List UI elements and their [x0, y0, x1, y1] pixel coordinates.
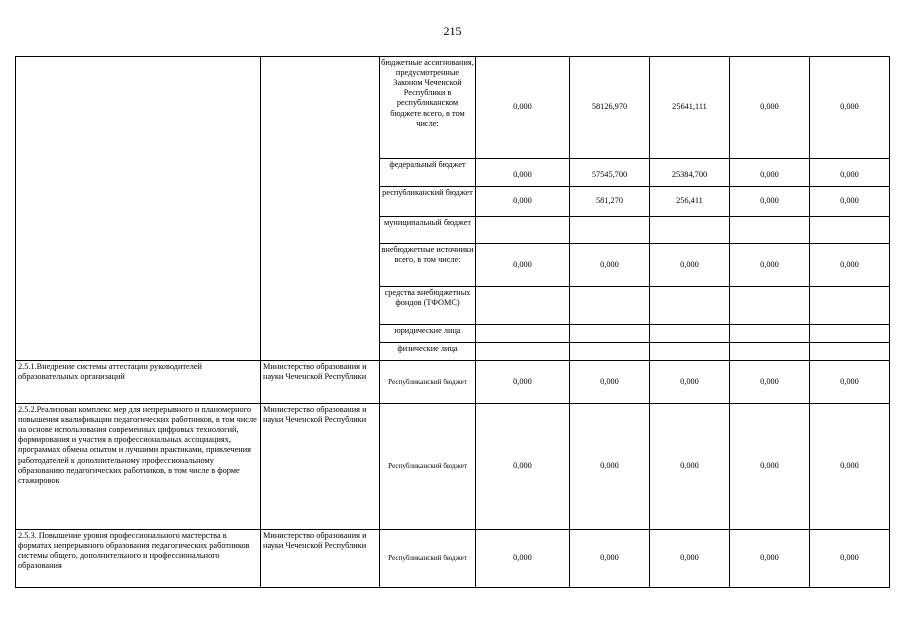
activity-name: 2.5.2.Реализован комплекс мер для непрерывного и планомерного повышения квалификации педагогических работников, в том числе на основе использования современных цифровых технологий, формирования и участия в профессиональных ассоциациях, программах обмена опытом и лучшими практиками, привлечения работодателей к дополнительному профессиональному образованию педагогических работников, в том числе в форме стажировок [16, 404, 261, 530]
value-cell [476, 287, 570, 325]
value-cell: 0,000 [730, 530, 810, 588]
activity-name: 2.5.3. Повышение уровня профессионального мастерства в форматах непрерывного образования педагогических работников системы общего, дополнительного и профессионального образования [16, 530, 261, 588]
funding-source: Республиканский бюджет [380, 404, 476, 530]
funding-category: юридические лица [380, 325, 476, 343]
value-cell: 0,000 [650, 361, 730, 404]
value-cell [650, 217, 730, 244]
executor-cell-empty [261, 57, 380, 361]
value-cell [570, 287, 650, 325]
value-cell [810, 287, 890, 325]
value-cell [730, 343, 810, 361]
value-cell: 0,000 [476, 530, 570, 588]
value-cell [476, 325, 570, 343]
value-cell: 0,000 [810, 244, 890, 287]
value-cell: 256,411 [650, 187, 730, 217]
value-cell [570, 217, 650, 244]
value-cell [570, 343, 650, 361]
funding-category: республиканский бюджет [380, 187, 476, 217]
activity-cell-empty [16, 57, 261, 361]
value-cell: 57545,700 [570, 159, 650, 187]
table-row [16, 57, 890, 159]
table-row [16, 404, 890, 530]
value-cell: 0,000 [810, 57, 890, 159]
value-cell: 0,000 [650, 244, 730, 287]
value-cell [476, 343, 570, 361]
value-cell: 0,000 [810, 361, 890, 404]
value-cell: 0,000 [476, 404, 570, 530]
value-cell [810, 217, 890, 244]
value-cell [476, 217, 570, 244]
value-cell [730, 325, 810, 343]
value-cell: 0,000 [730, 404, 810, 530]
table-row [16, 361, 890, 404]
funding-source: Республиканский бюджет [380, 361, 476, 404]
activity-executor: Министерство образования и науки Чеченской Республики [261, 361, 380, 404]
value-cell: 0,000 [810, 187, 890, 217]
value-cell: 0,000 [570, 361, 650, 404]
value-cell: 25384,700 [650, 159, 730, 187]
value-cell: 0,000 [730, 361, 810, 404]
value-cell [810, 343, 890, 361]
table-row [16, 530, 890, 588]
funding-source: Республиканский бюджет [380, 530, 476, 588]
activity-executor: Министерство образования и науки Чеченской Республики [261, 530, 380, 588]
value-cell: 0,000 [810, 159, 890, 187]
funding-category: бюджетные ассигнования, предусмотренные Законом Чеченской Республики в республиканском бюджете всего, в том числе: [380, 57, 476, 159]
value-cell: 0,000 [476, 187, 570, 217]
value-cell: 0,000 [810, 404, 890, 530]
value-cell: 0,000 [650, 404, 730, 530]
value-cell [650, 325, 730, 343]
value-cell [650, 343, 730, 361]
value-cell: 0,000 [476, 244, 570, 287]
value-cell [810, 325, 890, 343]
value-cell: 0,000 [476, 361, 570, 404]
value-cell: 581,270 [570, 187, 650, 217]
activity-name: 2.5.1.Внедрение системы аттестации руководителей образовательных организаций [16, 361, 261, 404]
value-cell: 0,000 [730, 187, 810, 217]
value-cell [730, 217, 810, 244]
value-cell: 58126,970 [570, 57, 650, 159]
funding-category: муниципальный бюджет [380, 217, 476, 244]
funding-category: федеральный бюджет [380, 159, 476, 187]
budget-table [15, 56, 890, 588]
value-cell: 0,000 [810, 530, 890, 588]
funding-category: физические лица [380, 343, 476, 361]
funding-category: средства внебюджетных фондов (ТФОМС) [380, 287, 476, 325]
value-cell: 0,000 [476, 159, 570, 187]
value-cell: 0,000 [476, 57, 570, 159]
activity-executor: Министерство образования и науки Чеченской Республики [261, 404, 380, 530]
funding-category: внебюджетные источники всего, в том числе: [380, 244, 476, 287]
value-cell: 25641,111 [650, 57, 730, 159]
value-cell: 0,000 [730, 57, 810, 159]
value-cell [730, 287, 810, 325]
value-cell: 0,000 [570, 244, 650, 287]
value-cell: 0,000 [730, 244, 810, 287]
value-cell [650, 287, 730, 325]
value-cell [570, 325, 650, 343]
value-cell: 0,000 [730, 159, 810, 187]
value-cell: 0,000 [650, 530, 730, 588]
page-number: 215 [443, 24, 462, 38]
value-cell: 0,000 [570, 404, 650, 530]
value-cell: 0,000 [570, 530, 650, 588]
